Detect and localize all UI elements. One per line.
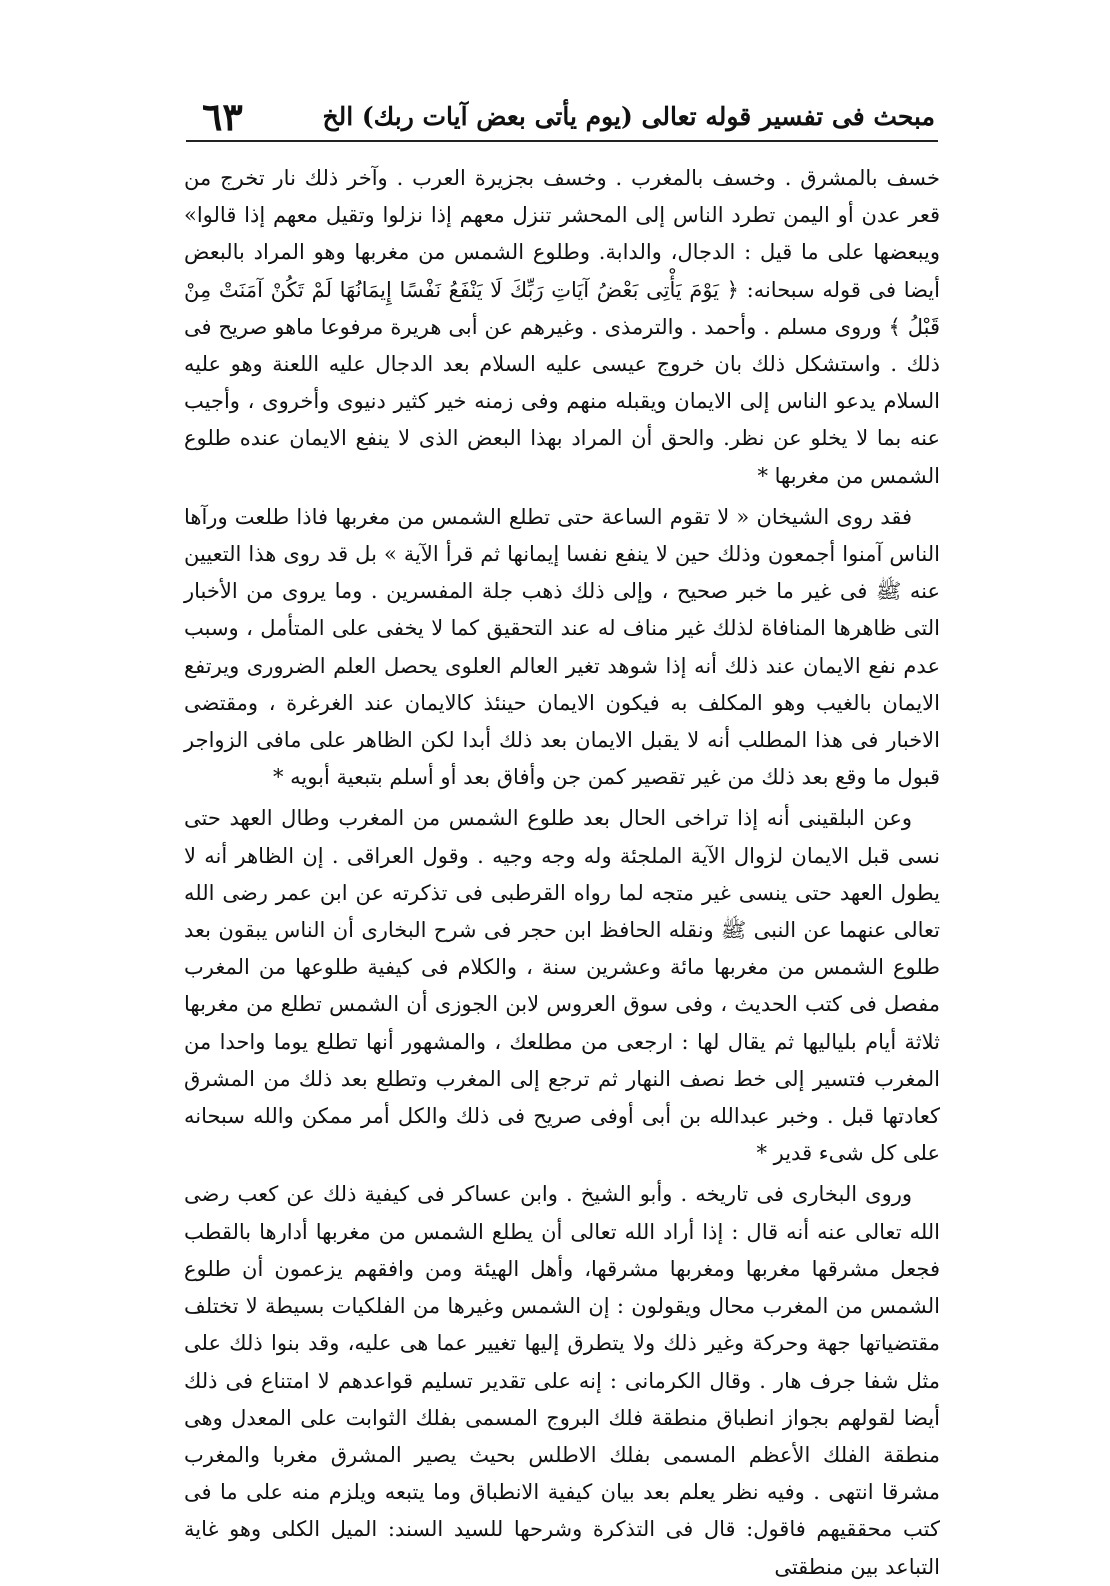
header-rule: [186, 140, 938, 142]
page-header: [190, 94, 935, 140]
paragraph: خسف بالمشرق . وخسف بالمغرب . وخسف بجزيرة العرب . وآخر ذلك نار تخرج من قعر عدن أو اليمن تطرد الناس إلى المحشر تنزل معهم إذا نزلوا وتقيل معهم إذا قالوا» ويبعضها على ما قيل : الدجال، والدابة. وطلوع الشمس من مغربها وهو المراد بالبعض أيضا فى قوله سبحانه: ﴿ يَوْمَ يَأْتِى بَعْضُ آيَاتِ رَبِّكَ لَا يَنْفَعُ نَفْسًا إِيمَانُهَا لَمْ تَكُنْ آمَنَتْ مِنْ قَبْلُ ﴾ وروى مسلم . وأحمد . والترمذى . وغيرهم عن أبى هريرة مرفوعا ماهو صريح فى ذلك . واستشكل ذلك بان خروج عيسى عليه السلام بعد الدجال عليه اللعنة وهو عليه السلام يدعو الناس إلى الايمان ويقبله منهم وفى زمنه خير كثير دنيوى وأخروى ، وأجيب عنه بما لا يخلو عن نظر. والحق أن المراد بهذا البعض الذى لا ينفع الايمان عنده طلوع الشمس من مغربها *: [184, 166, 940, 488]
paragraph: وروى البخارى فى تاريخه . وأبو الشيخ . وابن عساكر فى كيفية ذلك عن كعب رضى الله تعالى عنه أنه قال : إذا أراد الله تعالى أن يطلع الشمس من مغربها أدارها بالقطب فجعل مشرقها مغربها ومغربها مشرقها، وأهل الهيئة ومن وافقهم يزعمون أن طلوع الشمس من المغرب محال ويقولون : إن الشمس وغيرها من الفلكيات بسيطة لا تختلف مقتضياتها جهة وحركة وغير ذلك ولا يتطرق إليها تغيير عما هى عليه، وقد بنوا ذلك على مثل شفا جرف هار . وقال الكرمانى : إنه على تقدير تسليم قواعدهم لا امتناع فى ذلك أيضا لقولهم بجواز انطباق منطقة فلك البروج المسمى بفلك الثوابت على المعدل وهى منطقة الفلك الأعظم المسمى بفلك الاطلس بحيث يصير المشرق مغربا والمغرب مشرقا انتهى . وفيه نظر يعلم بعد بيان كيفية الانطباق وما يتبعه ويلزم منه على ما فى كتب محققيهم فاقول: قال فى التذكرة وشرحها للسيد السند: الميل الكلى وهو غاية التباعد بين منطقتى: [184, 1182, 940, 1579]
paragraph: وعن البلقينى أنه إذا تراخى الحال بعد طلوع الشمس من المغرب وطال العهد حتى نسى قبل الايمان لزوال الآية الملجئة وله وجه وجيه . وقول العراقى . إن الظاهر أنه لا يطول العهد حتى ينسى غير متجه لما رواه القرطبى فى تذكرته عن ابن عمر رضى الله تعالى عنهما عن النبى ﷺ ونقله الحافظ ابن حجر فى شرح البخارى أن الناس يبقون بعد طلوع الشمس من مغربها مائة وعشرين سنة ، والكلام فى كيفية طلوعها من المغرب مفصل فى كتب الحديث ، وفى سوق العروس لابن الجوزى أن الشمس تطلع من مغربها ثلاثة أيام بلياليها ثم يقال لها : ارجعى من مطلعك ، والمشهور أنها تطلع يوما واحدا من المغرب فتسير إلى خط نصف النهار ثم ترجع إلى المغرب وتطلع بعد ذلك من المشرق كعادتها قبل . وخبر عبدالله بن أبى أوفى صريح فى ذلك والكل أمر ممكن والله سبحانه على كل شىء قدير *: [184, 806, 940, 1166]
paragraph: فقد روى الشيخان « لا تقوم الساعة حتى تطلع الشمس من مغربها فاذا طلعت ورآها الناس آمنوا أجمعون وذلك حين لا ينفع نفسا إيمانها ثم قرأ الآية » بل قد روى هذا التعيين عنه ﷺ فى غير ما خبر صحيح ، وإلى ذلك ذهب جلة المفسرين . وما يروى من الأخبار التى ظاهرها المنافاة لذلك غير مناف له عند التحقيق كما لا يخفى على المتأمل ، وسبب عدم نفع الايمان عند ذلك أنه إذا شوهد تغير العالم العلوى يحصل العلم الضرورى ويرتفع الايمان بالغيب وهو المكلف به فيكون الايمان حينئذ كالايمان عند الغرغرة ، ومقتضى الاخبار فى هذا المطلب أنه لا يقبل الايمان بعد ذلك أبدا لكن الظاهر على مافى الزواجر قبول ما وقع بعد ذلك من غير تقصير كمن جن وأفاق بعد أو أسلم بتبعية أبويه *: [184, 504, 940, 790]
running-title: مبحث فى تفسير قوله تعالى (يوم يأتى بعض آيات ربك) الخ: [322, 102, 935, 131]
page-number: ٦٣: [202, 94, 243, 139]
body-text: [184, 160, 940, 1586]
